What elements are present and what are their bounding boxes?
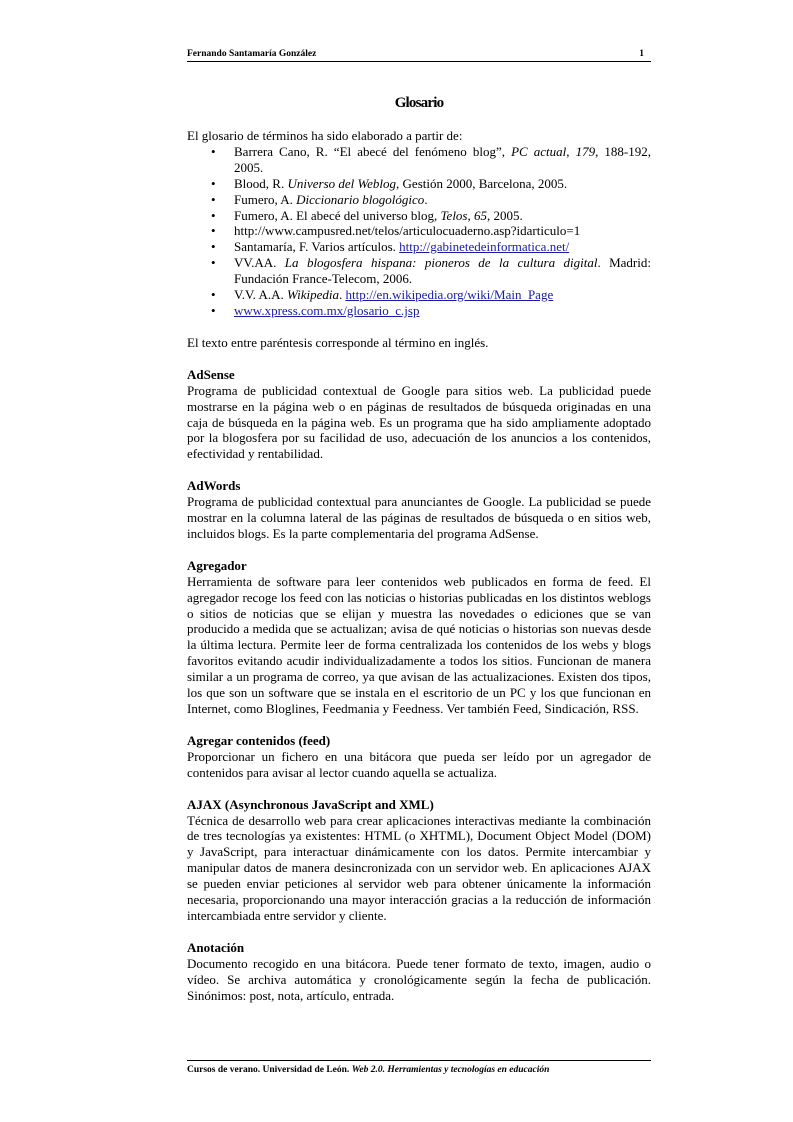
reference-item: • Fumero, A. El abecé del universo blog, Telos, 65, 2005.	[187, 208, 651, 224]
reference-item: • VV.AA. La blogosfera hispana: pioneros de la cultura digital. Madrid: Fundación France-Telecom, 2006.	[187, 255, 651, 287]
term-heading: AdWords	[187, 478, 241, 494]
term-heading: Anotación	[187, 939, 245, 955]
intro-text: El glosario de términos ha sido elaborado a partir de:	[187, 128, 463, 143]
footer-text: Cursos de verano. Universidad de León.	[187, 1065, 352, 1075]
term-definition: Documento recogido en una bitácora. Puede tener formato de texto, imagen, audio o vídeo. Se archiva automática y cronológicamente según la fecha de publicación. Sinónimos: post, nota, artículo, entrada.	[187, 955, 651, 1003]
term-heading: Agregador	[187, 557, 247, 573]
reference-list	[187, 144, 651, 319]
document-body	[187, 128, 651, 1004]
page-footer	[187, 1060, 651, 1075]
reference-item: • Blood, R. Universo del Weblog, Gestión 2000, Barcelona, 2005.	[187, 176, 651, 192]
note-text: El texto entre paréntesis corresponde al término en inglés.	[187, 334, 489, 350]
term-definition: Herramienta de software para leer contenidos web publicados en forma de feed. El agregador recoge los feed con las noticias o historias publicadas en los distintos weblogs o sitios de noticias que se elijan y muestra las novedades o ediciones que se van producido a medida que se actualizan; avisa de qué noticias o historias son nuevas desde la última lectura. Permite leer de forma centralizada los contenidos de los webs y blogs favoritos evitando acudir individualizadamente a todos los sitios. Funcionan de manera similar a un programa de correo, ya que avisan de las actualizaciones. Existen dos tipos, los que son un software que se instala en el escritorio de un PC y los que funcionan en Internet, como Bloglines, Feedmania y Feedness. Ver también Feed, Sindicación, RSS.	[187, 573, 651, 716]
reference-item: • V.V. A.A. Wikipedia. http://en.wikipedia.org/wiki/Main_Page	[187, 287, 651, 303]
reference-item: • Fumero, A. Diccionario blogológico.	[187, 192, 651, 208]
term-definition: Programa de publicidad contextual para anunciantes de Google. La publicidad se puede mostrar en la columna lateral de las páginas de resultados de búsqueda o en sitios web, incluidos blogs. Es la parte complementaria del programa AdSense.	[187, 494, 651, 541]
reference-item	[187, 303, 651, 319]
page-header	[187, 48, 651, 62]
page-number: 1	[639, 49, 644, 59]
term-definition: Técnica de desarrollo web para crear aplicaciones interactivas mediante la combinación de tres tecnologías ya existentes: HTML (o XHTML), Document Object Model (DOM) y JavaScript, para interactuar dinámicamente con los datos. Permite intercambiar y manipular datos de manera desincronizada con un servidor web. En aplicaciones AJAX se pueden enviar peticiones al servidor web para obtener únicamente la información necesaria, proporcionando una mayor interacción gracias a la reducción de información intercambiada entre servidor y cliente.	[187, 812, 651, 923]
term-definition: Proporcionar un fichero en una bitácora que pueda ser leído por un agregador de contenidos para avisar al lector cuando aquella se actualiza.	[187, 748, 651, 780]
term-heading: AdSense	[187, 366, 235, 382]
reference-item: • Santamaría, F. Varios artículos. http://gabinetedeinformatica.net/	[187, 239, 651, 255]
page-title: Glosario	[394, 95, 444, 111]
reference-link[interactable]: http://en.wikipedia.org/wiki/Main_Page	[345, 287, 554, 303]
term-heading: Agregar contenidos (feed)	[187, 732, 331, 748]
term-definition: Programa de publicidad contextual de Google para sitios web. La publicidad puede mostrarse en la página web o en páginas de resultados de búsqueda originadas en una caja de búsqueda en la página web. Es un programa que ha sido ampliamente adoptado por la blogosfera por su facilidad de uso, adecuación de los anuncios a los contenidos, efectividad y rentabilidad.	[187, 382, 651, 462]
reference-item: • http://www.campusred.net/telos/articulocuaderno.asp?idarticulo=1	[187, 223, 651, 239]
reference-link[interactable]: www.xpress.com.mx/glosario_c.jsp	[234, 302, 420, 318]
reference-link[interactable]: http://gabinetedeinformatica.net/	[399, 239, 570, 255]
reference-item: • Barrera Cano, R. “El abecé del fenómeno blog”, PC actual, 179, 188-192, 2005.	[187, 144, 651, 176]
header-author: Fernando Santamaría González	[187, 49, 317, 59]
footer-course-title: Web 2.0. Herramientas y tecnologías en educación	[351, 1065, 550, 1075]
term-heading: AJAX (Asynchronous JavaScript and XML)	[187, 796, 434, 812]
